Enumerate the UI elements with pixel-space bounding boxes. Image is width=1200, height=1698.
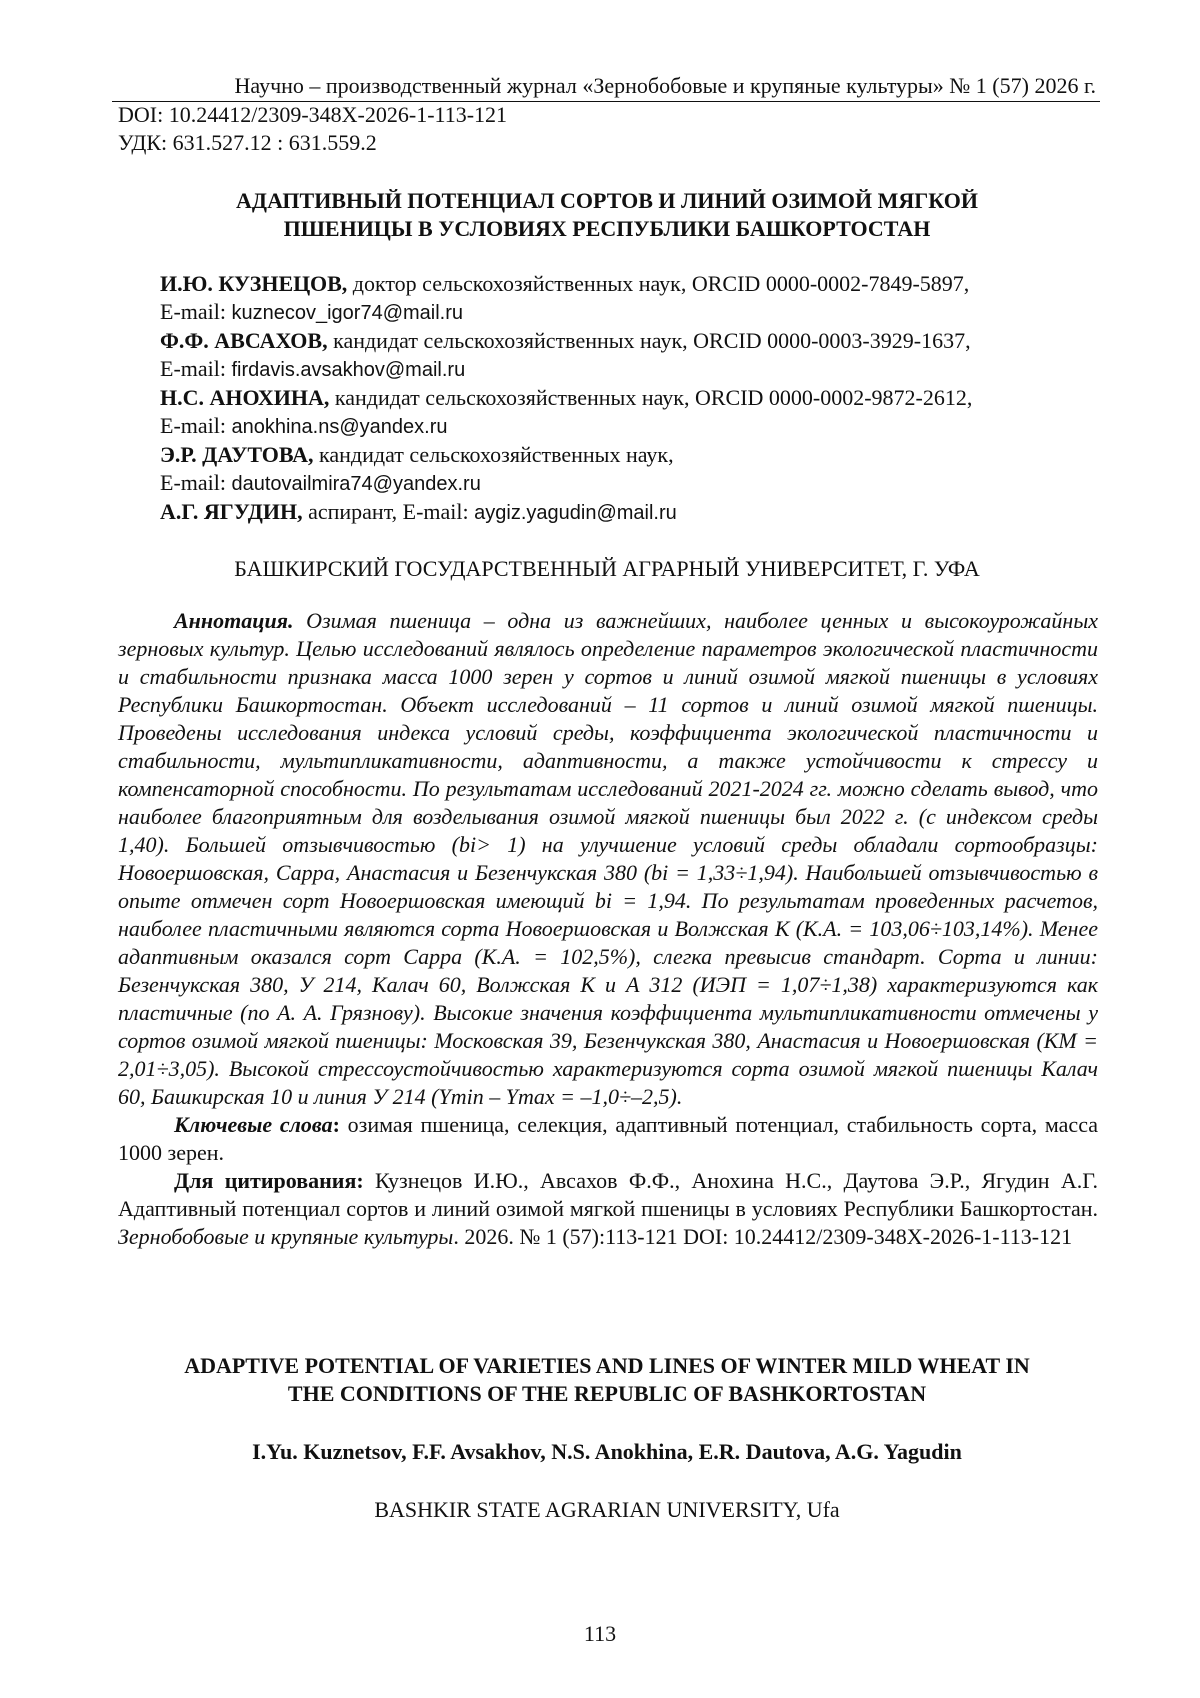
email-label: E-mail:	[160, 299, 232, 324]
author-email-link[interactable]: dautovailmira74@yandex.ru	[231, 473, 481, 495]
author-email-line	[160, 412, 1100, 441]
author-email-line	[160, 355, 1100, 384]
author-entry	[160, 327, 1100, 355]
abstract-text: Озимая пшеница – одна из важнейших, наиболее ценных и высокоурожайных зерновых культур. Целью исследований являлось определение параметров экологической пластичности и стабильности признака масса 1000 зерен у сортов и линий озимой мягкой пшеницы в условиях Республики Башкортостан. Объект исследований – 11 сортов и линий озимой мягкой пшеницы. Проведены исследования индекса условий среды, коэффициента экологической пластичности и стабильности, мультипликативности, адаптивности, а также устойчивости к стрессу и компенсаторной способности. По результатам исследований 2021-2024 гг. можно сделать вывод, что наиболее благоприятным для возделывания озимой мягкой пшеницы был 2022 г. (с индексом среды 1,40). Большей отзывчивостью (bi> 1) на улучшение условий среды обладали сортообразцы: Новоершовская, Сарра, Анастасия и Безенчукская 380 (bi = 1,33÷1,94). Наибольшей отзывчивостью в опыте отмечен сорт Новоершовская имеющий bi = 1,94. По результатам проведенных расчетов, наиболее пластичными являются сорта Новоершовская и Волжская К (К.А. = 103,06÷103,14%). Менее адаптивным оказался сорт Сарра (К.А. = 102,5%), слегка превысив стандарт. Сорта и линии: Безенчукская 380, У 214, Калач 60, Волжская К и А 312 (ИЭП = 1,07÷1,38) характеризуются как пластичные (по А. А. Грязнову). Высокие значения коэффициента мультипликативности отмечены у сортов озимой мягкой пшеницы: Московская 39, Безенчукская 380, Анастасия и Новоершовская (КМ = 2,01÷3,05). Высокой стрессоустойчивостью характеризуются сорта озимой мягкой пшеницы Калач 60, Башкирская 10 и линия У 214 (Ymin – Ymax = –1,0÷–2,5).	[118, 608, 1098, 1109]
affiliation-en: BASHKIR STATE AGRARIAN UNIVERSITY, Ufa	[374, 1497, 840, 1522]
author-details: аспирант, E-mail:	[302, 499, 475, 524]
keywords-paragraph	[118, 1111, 1098, 1167]
author-name: А.Г. ЯГУДИН,	[160, 499, 303, 524]
title-en-line-1: ADAPTIVE POTENTIAL OF VARIETIES AND LINES OF WINTER MILD WHEAT IN	[184, 1353, 1030, 1378]
title-en-line-2: THE CONDITIONS OF THE REPUBLIC OF BASHKORTOSTAN	[287, 1381, 927, 1406]
abstract-block	[118, 607, 1098, 1251]
keywords-label: Ключевые слова	[174, 1112, 333, 1137]
author-email-line	[160, 469, 1100, 498]
abstract-label: Аннотация.	[174, 608, 294, 633]
citation-paragraph	[118, 1167, 1098, 1251]
title-ru-line-1: АДАПТИВНЫЙ ПОТЕНЦИАЛ СОРТОВ И ЛИНИЙ ОЗИМОЙ МЯГКОЙ	[236, 188, 978, 213]
author-entry	[160, 270, 1100, 298]
citation-journal: Зернобобовые и крупяные культуры	[118, 1224, 454, 1249]
page-number: 113	[583, 1621, 617, 1646]
doi-line: DOI: 10.24412/2309-348X-2026-1-113-121	[118, 102, 508, 127]
email-label: E-mail:	[160, 470, 232, 495]
author-details: кандидат сельскохозяйственных наук,	[313, 442, 674, 467]
author-email-link[interactable]: aygiz.yagudin@mail.ru	[474, 502, 677, 524]
author-name: И.Ю. КУЗНЕЦОВ,	[160, 271, 348, 296]
keywords-colon: :	[332, 1112, 340, 1137]
author-name: Ф.Ф. АВСАХОВ,	[160, 328, 328, 353]
abstract-paragraph	[118, 607, 1098, 1111]
citation-tail: . 2026. № 1 (57):113-121 DOI: 10.24412/2309-348X-2026-1-113-121	[453, 1224, 1073, 1249]
author-entry	[160, 498, 1100, 527]
authors-en: I.Yu. Kuznetsov, F.F. Avsakhov, N.S. Anokhina, E.R. Dautova, A.G. Yagudin	[252, 1439, 962, 1464]
journal-running-header: Научно – производственный журнал «Зернобобовые и крупяные культуры» № 1 (57) 2026 г.	[234, 73, 1096, 98]
citation-text: Кузнецов И.Ю., Авсахов Ф.Ф., Анохина Н.С., Даутова Э.Р., Ягудин А.Г. Адаптивный потенциал сортов и линий озимой мягкой пшеницы в условиях Республики Башкортостан.	[118, 1168, 1098, 1221]
author-email-link[interactable]: anokhina.ns@yandex.ru	[231, 416, 448, 438]
author-details: кандидат сельскохозяйственных наук, ORCID 0000-0003-3929-1637,	[327, 328, 971, 353]
author-name: Н.С. АНОХИНА,	[160, 385, 330, 410]
udk-line: УДК: 631.527.12 : 631.559.2	[118, 130, 377, 155]
author-email-link[interactable]: firdavis.avsakhov@mail.ru	[231, 359, 466, 381]
author-list	[160, 270, 1100, 527]
author-email-line	[160, 298, 1100, 327]
email-label: E-mail:	[160, 413, 232, 438]
title-ru-line-2: ПШЕНИЦЫ В УСЛОВИЯХ РЕСПУБЛИКИ БАШКОРТОСТАН	[283, 216, 931, 241]
author-details: кандидат сельскохозяйственных наук, ORCID 0000-0002-9872-2612,	[329, 385, 973, 410]
keywords-text: озимая пшеница, селекция, адаптивный потенциал, стабильность сорта, масса 1000 зерен.	[118, 1112, 1098, 1165]
author-entry	[160, 384, 1100, 412]
citation-label: Для цитирования:	[174, 1168, 364, 1193]
author-entry	[160, 441, 1100, 469]
email-label: E-mail:	[160, 356, 232, 381]
affiliation-ru: БАШКИРСКИЙ ГОСУДАРСТВЕННЫЙ АГРАРНЫЙ УНИВЕРСИТЕТ, Г. УФА	[234, 556, 980, 581]
author-email-link[interactable]: kuznecov_igor74@mail.ru	[231, 302, 464, 324]
author-details: доктор сельскохозяйственных наук, ORCID 0000-0002-7849-5897,	[347, 271, 970, 296]
author-name: Э.Р. ДАУТОВА,	[160, 442, 314, 467]
